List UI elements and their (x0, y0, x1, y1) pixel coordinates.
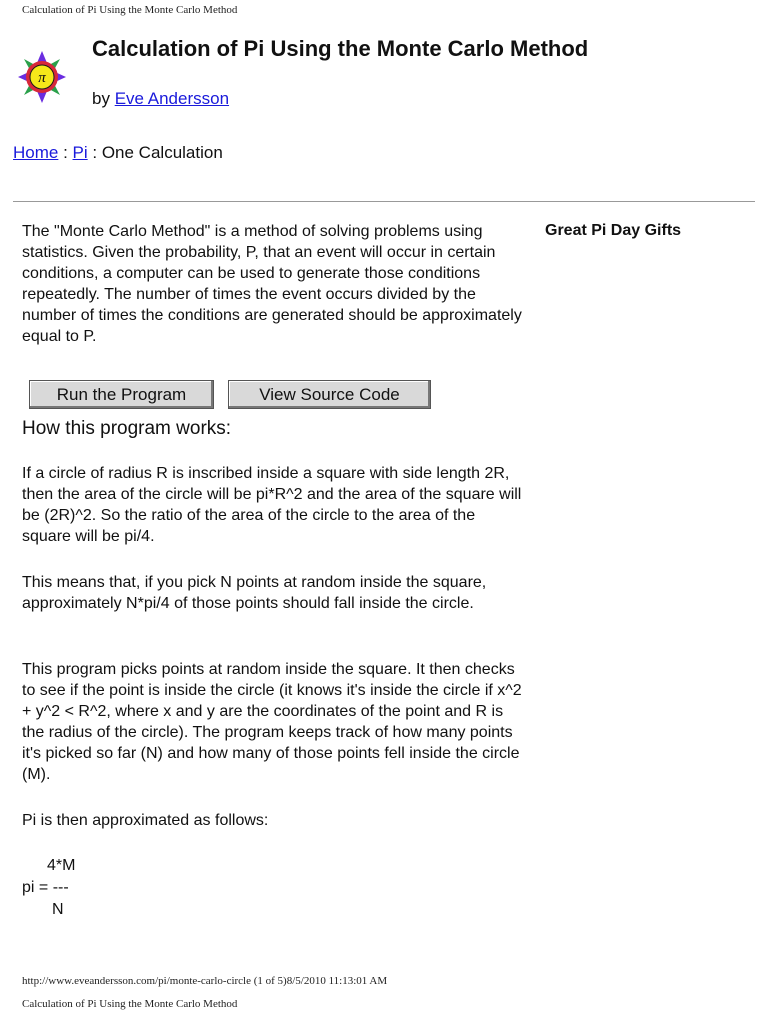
breadcrumb-pi-link[interactable]: Pi (72, 143, 88, 162)
sidebar-heading: Great Pi Day Gifts (545, 222, 682, 239)
section-heading: How this program works: (22, 418, 232, 439)
intro-paragraph: The "Monte Carlo Method" is a method of solving problems using statistics. Given the probability, P, that an event will occur in certain conditions, a computer can be used to generate those conditions repeatedly. The number of times the event occurs divided by the number of times the conditions are generated should be approximately equal to P. (22, 223, 522, 345)
breadcrumb (13, 143, 223, 163)
svg-text:π: π (38, 70, 46, 86)
horizontal-divider (13, 201, 755, 202)
pi-flower-icon (17, 49, 67, 105)
formula-numerator: 4*M (47, 857, 76, 874)
print-footer-url: http://www.eveandersson.com/pi/monte-carlo-circle (1 of 5)8/5/2010 11:13:01 AM (22, 975, 388, 987)
byline (92, 89, 229, 109)
run-program-button[interactable]: Run the Program (29, 380, 214, 409)
breadcrumb-separator: : (58, 143, 73, 162)
paragraph: If a circle of radius R is inscribed inside a square with side length 2R, then the area of the circle will be pi*R^2 and the area of the square will be (2R)^2. So the ratio of the area of the circle to the area of the square will be pi/4. (22, 465, 522, 545)
paragraph: This program picks points at random inside the square. It then checks to see if the point is inside the circle (it knows it's inside the circle if x^2 + y^2 < R^2, where x and y are the coordinates of the point and R is the radius of the circle). The program keeps track of how many points it's picked so far (N) and how many of those points fell inside the circle (M). (22, 661, 522, 783)
print-next-page-header: Calculation of Pi Using the Monte Carlo Method (22, 998, 238, 1010)
page-title: Calculation of Pi Using the Monte Carlo Method (92, 36, 589, 61)
breadcrumb-current: One Calculation (101, 143, 223, 162)
formula-lhs: pi = --- (22, 879, 69, 896)
breadcrumb-home-link[interactable]: Home (13, 143, 59, 162)
breadcrumb-separator: : (87, 143, 102, 162)
author-link[interactable]: Eve Andersson (114, 89, 230, 108)
byline-prefix: by (92, 89, 115, 108)
paragraph: Pi is then approximated as follows: (22, 812, 269, 829)
print-page-header: Calculation of Pi Using the Monte Carlo Method (22, 4, 238, 16)
paragraph: This means that, if you pick N points at random inside the square, approximately N*pi/4 of those points should fall inside the circle. (22, 574, 487, 612)
view-source-button[interactable]: View Source Code (228, 380, 431, 409)
formula-denominator: N (52, 901, 64, 918)
